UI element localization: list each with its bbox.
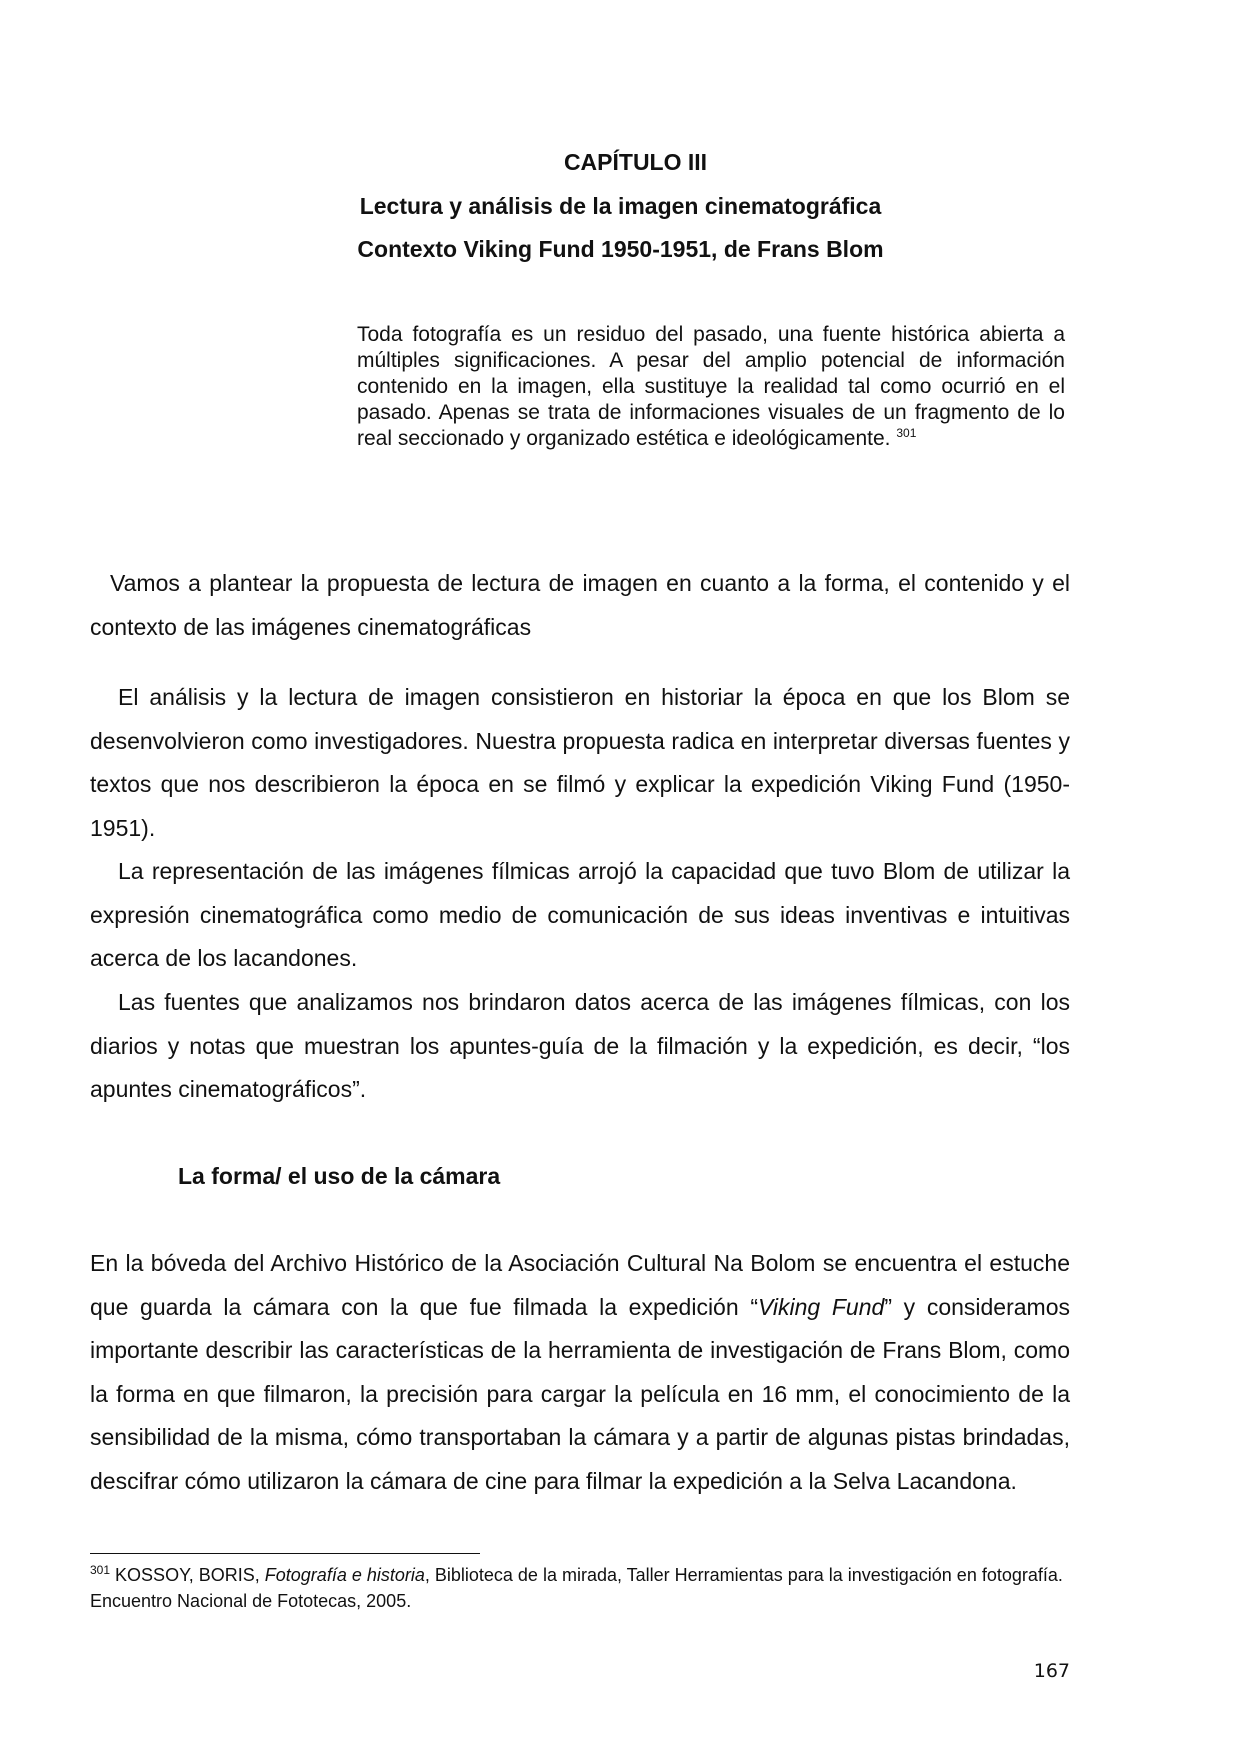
epigraph-footnote-ref: 301 bbox=[896, 426, 917, 440]
footnote-title: Fotografía e historia bbox=[264, 1565, 425, 1585]
paragraph-analysis: El análisis y la lectura de imagen consistieron en historiar la época en que los Blom se desenvolvieron como investigadores. Nuestra propuesta radica en interpretar diversas fuentes y textos que nos describieron la época en se filmó y explicar la expedición Viking Fund (1950-1951). bbox=[90, 684, 1070, 841]
paragraph-sources: Las fuentes que analizamos nos brindaron datos acerca de las imágenes fílmicas, con los diarios y notas que muestran los apuntes-guía de la filmación y la expedición, es decir, “los apuntes cinematográficos”. bbox=[90, 989, 1070, 1102]
page-number: 167 bbox=[1033, 1660, 1070, 1682]
chapter-heading: CAPÍTULO III bbox=[563, 149, 708, 175]
epigraph-text: Toda fotografía es un residuo del pasado, una fuente histórica abierta a múltiples significaciones. A pesar del amplio potencial de información contenido en la imagen, ella sustituye la realidad tal como ocurrió en el pasado. Apenas se trata de informaciones visuales de un fragmento de lo real seccionado y organizado estética e ideológicamente. bbox=[357, 323, 1065, 450]
chapter-title-line-2: Contexto Viking Fund 1950-1951, de Frans Blom bbox=[357, 236, 884, 262]
chapter-title-line-1: Lectura y análisis de la imagen cinematográfica bbox=[359, 193, 882, 219]
paragraph-representation: La representación de las imágenes fílmicas arrojó la capacidad que tuvo Blom de utilizar la expresión cinematográfica como medio de comunicación de sus ideas inventivas e intuitivas acerca de los lacandones. bbox=[90, 858, 1070, 971]
epigraph-quote bbox=[357, 322, 1065, 452]
paragraph-boveda-end: ” y consideramos importante describir las características de la herramienta de investigación de Frans Blom, como la forma en que filmaron, la precisión para cargar la película en 16 mm, el conocimiento de la sensibilidad de la misma, cómo transportaban la cámara y a partir de algunas pistas brindadas, descifrar cómo utilizaron la cámara de cine para filmar la expedición a la Selva Lacandona. bbox=[90, 1293, 1070, 1494]
footnote-rest: , Biblioteca de la mirada, Taller Herramientas para la investigación en fotografía. Encuentro Nacional de Fototecas, 2005. bbox=[90, 1565, 1063, 1611]
paragraph-boveda-italic: Viking Fund bbox=[757, 1293, 885, 1320]
section-subheading: La forma/ el uso de la cámara bbox=[178, 1163, 501, 1189]
paragraph-boveda-start: En la bóveda del Archivo Histórico de la Asociación Cultural Na Bolom se encuentra el estuche que guarda la cámara con la que fue filmada la expedición “ bbox=[90, 1250, 1070, 1320]
paragraph-boveda bbox=[90, 1242, 1070, 1503]
footnote-number: 301 bbox=[90, 1563, 111, 1577]
footnote-separator bbox=[90, 1553, 480, 1554]
footnote-author: KOSSOY, BORIS, bbox=[115, 1565, 265, 1585]
paragraph-intro: Vamos a plantear la propuesta de lectura de imagen en cuanto a la forma, el contenido y el contexto de las imágenes cinematográficas bbox=[90, 570, 1070, 640]
footnote bbox=[90, 1562, 1070, 1614]
